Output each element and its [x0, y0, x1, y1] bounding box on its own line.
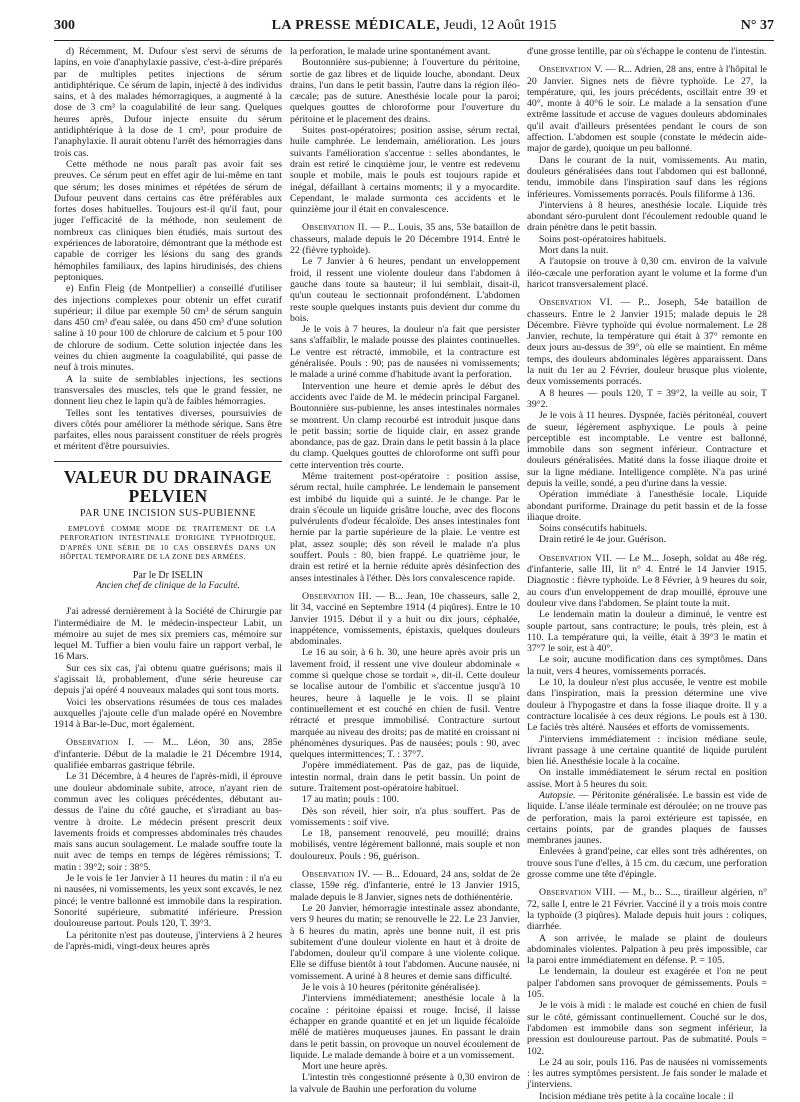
paragraph: Suites post-opératoires; position assise, sérum rectal, huile camphrée. Le lendemain, amélioration. Les jours suivants l'amélioration s'accentue : selles abondantes, le drain est retiré le cinquième jour, le ventre est redevenu souple et mobile, mais le pouls est toujours rapide et inégal, défaillant à certains moments; il y a myocardite. Cependant, le malade surmonta ces accidents et le quinzième jour il était en convalescence. [290, 125, 520, 216]
author-affiliation: Ancien chef de clinique de la Faculté. [96, 580, 240, 591]
column-left [54, 46, 282, 1076]
observation-text: — Le M... Joseph, soldat au 48e rég. d'infanterie, salle III, lit n° 4. Entré le 14 Janvier 1915. Diagnostic : fièvre typhoïde. Le 8 Février, à 9 heures du soir, au cours d'un enveloppement de drap mouillé, éprouve une douleur vive dans l'abdomen. Se plaint toute la nuit. [527, 552, 768, 609]
observation-label: Observation I. [66, 737, 135, 749]
page-number: 300 [54, 18, 75, 33]
paragraph: Sur ces six cas, j'ai obtenu quatre guérisons; mais il s'agissait là, probablement, d'une série heureuse car depuis j'ai opéré 4 nouveaux malades qui sont tous morts. [54, 662, 282, 697]
paragraph: d'une grosse lentille, par où s'échappe le contenu de l'intestin. [527, 46, 767, 57]
column-right [527, 46, 768, 1102]
paragraph: Telles sont les tentatives diverses, poursuivies de divers côtés pour améliorer la méthode sérique. Sans être parfaites, elles nous paraissent constituer de réels progrès et méritent d'être poursuivies. [54, 407, 282, 453]
paragraph: J'ai adressé dernièrement à la Société de Chirurgie par l'intermédiaire de M. le médecin-inspecteur Labit, un mémoire au sujet de mes six premiers cas, mémoire sur lequel M. Tuffier a bien voulu faire un rapport verbal, le 16 Mars. [54, 606, 282, 663]
running-title [54, 18, 774, 34]
article-separator [54, 461, 282, 462]
paragraph: Cette méthode ne nous paraît pas avoir fait ses preuves. Ce sérum peut en effet agir de lui-même en tant que sérum; les doses minimes et répétées de sérum de Dufour peuvent dans certains cas être préférables aux fortes doses habituelles. Toujours est-il qu'il faut, pour juger l'efficacité de la méthode, non seulement de nombreux cas cliniques bien étudiés, mais surtout des expériences de laboratoire, démontrant que la méthode est capable de corriger les lésions du sang des grands hémophiles familiaux, des lapins hirudinisés, des chiens peptoniques. [54, 158, 282, 283]
observation-text: — M., b... S..., tirailleur algérien, n° 72, salle I, entre le 21 Février. Vacciné il y a trois mois contre la typhoïde (3 piqûres). Malade depuis huit jours : coliques, diarrhée. [527, 887, 767, 933]
paragraph: Dès son réveil, hier soir, n'a plus souffert. Pas de vomissements : soif vive. [290, 805, 520, 828]
paragraph: Le 18, pansement renouvelé, peu mouillé; drains mobilisés, ventre légèrement ballonné, mais souple et non douloureux. Pouls : 96, guérison. [290, 828, 520, 862]
paragraph: La péritonite n'est pas douteuse, j'interviens à 2 heures de l'après-midi, vingt-deux heures après [54, 929, 282, 952]
paragraph: Drain retiré le 4e jour. Guérison. [539, 534, 666, 546]
article-title: VALEUR DU DRAINAGE PELVIEN [63, 466, 273, 506]
paragraph: Je le vois à 7 heures, la douleur n'a fait que persister sans s'affaiblir, le malade pousse des plaintes continuelles. Le ventre est rétracté, immobile, et la contracture est généralisée. Pouls : 90; pas de nausées ni vomissements; le malade a uriné comme d'habitude avant la perforation. [290, 324, 520, 381]
observation-text: — P... Louis, 35 ans, 53e bataillon de chasseurs, malade depuis le 20 Décembre 1914. Entré le 22 (fièvre typhoïde). [290, 222, 520, 257]
autopsy-paragraph [527, 790, 767, 846]
paragraph: Le lendemain, la douleur est exagérée et l'on ne peut palper l'abdomen sans provoquer de gémissements. Pouls = 105. [527, 966, 767, 1001]
observation-label: Observation VIII. [539, 887, 616, 899]
paragraph: J'opère immédiatement. Pas de gaz, pas de liquide, intestin normal, drain dans le petit bassin. Un point de suture. Traitement post-opératoire habituel. [290, 760, 520, 794]
observation-7 [527, 553, 767, 609]
paragraph: L'intestin très congestionné présente à 0,30 environ de la valvule de Bauhin une perforation du volume [290, 1072, 520, 1095]
paragraph: la perforation, le malade urine spontanément avant. [290, 46, 491, 57]
paragraph: A 8 heures — pouls 120, T = 39°2, la veille au soir, T 39°2. [527, 387, 767, 410]
paragraph: Opération immédiate à l'anesthésie locale. Liquide abondant puriforme. Drainage du petit bassin et de la fosse iliaque droite. [527, 489, 767, 523]
paragraph: A l'autopsie on trouve à 0,30 cm. environ de la valvule iléo-cæcale une perforation ayant le volume et la forme d'un haricot transversalement placé. [527, 256, 767, 290]
paragraph: Intervention une heure et demie après le début des accidents avec l'aide de M. le médecin principal Farganel. Boutonnière sus-pubienne, les anses intestinales normales se montrent. Un clamp recourbé est introduit jusque dans le petit bassin; sortie de liquide clair, en assez grande abondance, pas de gaz. Drain dans le petit bassin à la place du clamp. Quelques gouttes de chloroforme ont suffi pour cette intervention très courte. [290, 380, 520, 471]
paragraph: On installe immédiatement le sérum rectal en position assise. Mort à 5 heures du soir. [527, 767, 767, 790]
observation-8 [527, 887, 767, 932]
paragraph: Je le vois à 11 heures. Dyspnée, faciès péritonéal, couvert de sueur, légèrement asphyxique. Le pouls à peine perceptible est incomptable. Le ventre est ballonné, immobile dans son segment inférieur. Contracture et douleurs généralisées. Matité dans la fosse iliaque droite et sur la ligne médiane. Intelligence complète. N'a pas uriné depuis la veille, sondé, a peu d'urine dans la vessie. [527, 410, 767, 489]
paragraph: Soins consécutifs habituels. [539, 523, 648, 535]
paragraph: Je le vois à midi : le malade est couché en chien de fusil sur le côté, gémissant continuellement. Couché sur le dos, l'abdomen est immobile dans son segment inférieur, la pression est douloureuse partout. Pas de submatité. Pouls = 102. [527, 1000, 767, 1057]
paragraph: Incision médiane très petite à la cocaïne locale : il [539, 1090, 734, 1102]
paragraph: Mort une heure après. [302, 1061, 388, 1073]
observation-label: Observation III. [302, 590, 372, 602]
paragraph: Enlevées à grand'peine, car elles sont très adhérentes, on trouve sous l'une d'elles, à 15 cm. du cæcum, une perforation grosse comme une tête d'épingle. [527, 846, 767, 881]
observation-6 [527, 297, 767, 387]
paragraph: Soins post-opératoires habituels. [539, 233, 667, 245]
paragraph: Dans le courant de la nuit, vomissements. Au matin, douleurs généralisées dans tout l'abdomen qui est ballonné, tendu, immobile dans l'inspiration sauf dans les régions inférieures. Vomissements porracés. Pouls filiforme à 136. [527, 154, 767, 200]
observation-text: — B... Edouard, 24 ans, soldat de 2e classe, 159e rég. d'infanterie, entré le 13 Janvier 1915, malade depuis le 8 Janvier, signes nets de dothiénentérie. [290, 869, 520, 903]
observation-label: Observation II. [302, 222, 368, 234]
observation-2 [290, 222, 520, 256]
observation-label: Observation V. [539, 64, 604, 76]
issue-number: N° 37 [740, 18, 774, 33]
paragraph: d) Récemment, M. Dufour s'est servi de sérums de lapins, en voie d'anaphylaxie passive, c'est-à-dire préparés par de multiples petites injections de sérum antidiphtérique. Ce sérum de lapin, injecté à des individus sains, et à des malades hémorragiques, a augmenté à la dose de 3 cm³ la coagulabilité de leur sang. Quelques heures après, Dufour injecte ensuite du sérum antidiphtérique à la dose de 1 cm³, pour produire de l'anaphylaxie. Il aurait obtenu l'arrêt des hémorragies dans trois cas. [54, 46, 282, 159]
observation-4 [290, 869, 520, 903]
observation-3 [290, 591, 520, 647]
article-subtitle: PAR UNE INCISION SUS-PUBIENNE [79, 507, 257, 519]
paragraph: Le lendemain matin la douleur a diminué, le ventre est souple partout, sans contracture; le pouls, très plein, est à 110. La température qui, la veille, était à 39°3 le matin et 37°7 le soir, est à 40°. [527, 609, 767, 655]
paragraph: Le 16 au soir, à 6 h. 30, une heure après avoir pris un lavement froid, il ressent une vive douleur abdominale « comme si quelque chose se tordait », dit-il. Cette douleur se localise autour de l'ombilic et s'accentue jusqu'à 10 heures, heure à laquelle je le vois. Il se plaint continuellement et est couché en chien de fusil. Ventre rétracté et presque immobilisé. Contracture surtout marquée au niveau des droits; pas de matité en croissant ni phénomènes dysuriques. Pas de nausées; pouls : 90, avec quelques intermittences; T. : 37°7. [290, 647, 520, 761]
paragraph: Je le vois à 10 heures (péritonite généralisée). [302, 982, 481, 994]
paragraph: J'interviens à 8 heures, anesthésie locale. Liquide très abondant séro-purulent dont l'écoulement redouble quand le drain pénètre dans le petit bassin. [527, 199, 767, 234]
observation-text: — R... Adrien, 28 ans, entre à l'hôpital le 20 Janvier. Signes nets de fièvre typhoïde. Le 27, la température, qui, les jours précédents, oscillait entre 39 et 40°, monte à 40°6 le soir. Le malade a la sensation d'une extrême lassitude et accuse de vagues douleurs abdominales qu'il avait d'ailleurs présentées pendant le cours de son affection. L'abdomen est souple (constate le médecin aide-major de garde), quoique un peu ballonné. [527, 64, 767, 155]
observation-label: Observation VII. [539, 552, 613, 564]
paragraph: Le soir, aucune modification dans ces symptômes. Dans la nuit, vers 4 heures, vomissements porracés. [527, 654, 767, 677]
paragraph: Le 20 Janvier, hémorragie intestinale assez abondante, vers 9 heures du matin; se renouvelle le 22. Le 23 Janvier, à 6 heures du matin, après une bonne nuit, il est pris subitement d'une douleur violente en haut et à droite de l'abdomen, douleur qu'il compare à une violente colique. Elle se diffuse bientôt à tout l'abdomen. Aucune nausée, ni vomissement. A uriné à 8 heures et demie sans difficulté. [290, 902, 520, 982]
issue-date: Jeudi, 12 Août 1915 [443, 18, 557, 33]
paragraph: e) Enfin Fleig (de Montpellier) a conseillé d'utiliser des injections complexes pour obtenir un effet curatif supérieur; il dilue par exemple 50 cm³ de sérum sanguin dans 450 cm³ d'eau salée, ou dans 450 cm³ d'une solution saline à 10 pour 100 de chlorure de calcium et 5 pour 100 de chlorure de sodium. Cette solution injectée dans les veines du chien augmente la coagulabilité, qui passe de neuf à trois minutes. [54, 283, 282, 374]
column-middle [290, 46, 520, 1095]
journal-name: LA PRESSE MÉDICALE, [271, 18, 441, 33]
paragraph: Voici les observations résumées de tous ces malades auxquelles j'ajoute celle d'un malade opéré en Novembre 1914 à Bar-le-Duc, mort également. [54, 696, 282, 731]
paragraph: Le 31 Décembre, à 4 heures de l'après-midi, il éprouve une douleur abdominale subite, atroce, n'ayant rien de commun avec les coliques précédentes, débutant au-dessus de l'aine du côté gauche, et s'irradiant au bas-ventre à droite. Le médecin présent prescrit deux lavements froids et compresses abdominales très chaudes mais sans aucun soulagement. Le malade souffre toute la nuit avec de temps en temps de légères rémissions; T. matin : 39°2; soir : 38°5. [54, 771, 282, 873]
observation-text: — B... Jean, 10e chasseurs, salle 2, lit 34, vacciné en Septembre 1914 (4 piqûres). Entre le 10 Janvier 1915. Début il y a huit ou dix jours, céphalée, inappétence, vomissements, épistaxis, quelques douleurs abdominales. [290, 590, 520, 648]
paragraph: J'interviens immédiatement; anesthésie locale à la cocaïne : péritoine épaissi et rouge. Incisé, il laisse échapper en grande quantité et en jet un liquide fécaloïde mêlé de matières muqueuses jaunes. En passant le drain dans le petit bassin, on provoque un nouvel écoulement de liquide. Le malade demande à boire et a un vomissement. [290, 993, 520, 1061]
paragraph: A son arrivée, le malade se plaint de douleurs abdominales violentes. Palpation à peu près impossible, car la paroi entre immédiatement en défense. P. = 105. [527, 932, 767, 967]
observation-text: — M... Léon, 30 ans, 285e d'infanterie. Début de la maladie le 21 Décembre 1914, qualifiée embarras gastrique fébrile. [54, 737, 282, 772]
paragraph: J'interviens immédiatement : incision médiane seule, livrant passage à une certaine quantité de liquide purulent bien lié. Anesthésie locale à la cocaïne. [527, 733, 767, 768]
observation-1 [54, 737, 282, 771]
paragraph: Le 10, la douleur n'est plus accusée, le ventre est mobile dans l'inspiration, mais la pression détermine une vive douleur à l'hypogastre et dans la fosse iliaque droite. Il y a contracture localisée à ces deux régions. Le pouls est à 130. Le faciès très altéré. Nausées et efforts de vomissements. [527, 677, 767, 734]
paragraph: Je le vois le 1er Janvier à 11 heures du matin : il n'a eu ni nausées, ni vomissements, les yeux sont excavés, le nez pincé; le ventre ballonné est immobile dans la respiration. Sonorité supérieure, submatité inférieure. Pression douloureuse partout. Pouls 120, T. 39°3. [54, 873, 282, 930]
paragraph: Le 7 Janvier à 6 heures, pendant un enveloppement froid, il ressent une violente douleur dans l'abdomen à gauche dans toute sa hauteur; il lui semblait, disait-il, qu'un couteau le sectionnait profondément. L'abdomen reste souple quelques instants puis devient dur comme du bois. [290, 256, 520, 324]
paragraph: Le 24 au soir, pouls 116. Pas de nausées ni vomissements : les autres symptômes persistent. Je fais sonder le malade et j'interviens. [527, 1056, 767, 1091]
observation-label: Observation IV. [302, 869, 371, 881]
page-header [54, 18, 774, 41]
paragraph: 17 au matin; pouls : 100. [302, 794, 399, 806]
autopsy-label: Autopsie. [539, 790, 576, 801]
paragraph: A la suite de semblables injections, les sections transversales des muscles, tels que le grand fessier, ne donnent lieu chez le lapin qu'à de faibles hémorragies. [54, 373, 282, 408]
observation-text: — P... Joseph, 54e bataillon de chasseurs. Entre le 2 Janvier 1915; malade depuis le 28 Décembre. Fièvre typhoïde qui évolue normalement. Le 28 Janvier, rechute, la température qui était à 37° remonte en deux jours au-dessus de 39°, où elle se maintient. En même temps, des douleurs abdominales légères apparaissent. Dans la nuit du 1er au 2 Février, douleur brusque plus violente, deux vomissements porracés. [527, 297, 767, 388]
article-description: EMPLOYÉ COMME MODE DE TRAITEMENT DE LA PERFORATION INTESTINALE D'ORIGINE TYPHOÏDIQUE, D'APRÈS UNE SÉRIE DE 10 CAS OBSERVÉS DANS UN HÔPITAL TEMPORAIRE DE LA ZONE DES ARMÉES. [60, 523, 276, 562]
autopsy-text: — Péritonite généralisée. Le bassin est vide de liquide. L'anse iléale terminale est déroulée; on ne trouve pas de perforation, mais la paroi extérieure est tapissée, en certains points, par de grandes plaques de fausses membranes jaunes. [527, 790, 767, 847]
paragraph: Mort dans la nuit. [539, 245, 609, 257]
paragraph: Même traitement post-opératoire : position assise, sérum rectal, huile camphrée. Le lendemain le pansement est imbibé du liquide qui a suinté. Je le change. Par le drain s'écoule un liquide grisâtre louche, avec des flocons pulvérulents d'odeur fécaloïde. Des anses intestinales font hernie par la partie supérieure de la plaie. Le ventre est plat, assez souple; dès son réveil le malade n'a plus souffert. Pouls : 80, bien frappé. Le quatrième jour, le drain est retiré et la hernie réduite après désinfection des anses intestinales à l'éther. Dès lors convalescence rapide. [290, 470, 520, 584]
observation-label: Observation VI. [539, 297, 613, 309]
observation-5 [527, 64, 767, 154]
article-author: Par le Dr ISELIN [132, 569, 204, 581]
paragraph: Boutonnière sus-pubienne; à l'ouverture du péritoine, sortie de gaz libres et de liquide louche, abondant. Deux drains, l'un dans le petit bassin, l'autre dans la région iléo-cæcale; pas de suture. Anesthésie locale pour la paroi; quelques gouttes de chloroforme pour l'ouverture du péritoine et le placement des drains. [290, 57, 520, 125]
